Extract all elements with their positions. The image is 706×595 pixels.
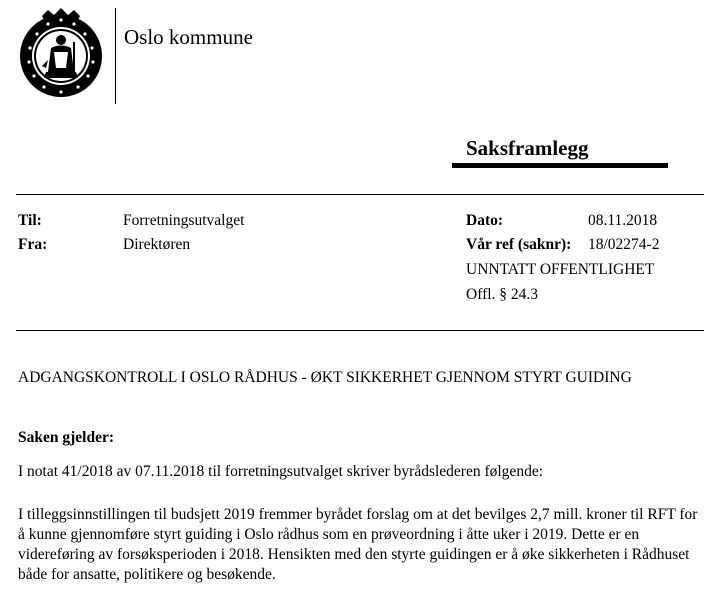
restriction-notice: UNNTATT OFFENTLIGHET — [466, 261, 655, 278]
oslo-seal-logo — [18, 8, 104, 103]
dato-value: 08.11.2018 — [588, 212, 658, 229]
document-type-underline — [452, 163, 668, 168]
organization-name: Oslo kommune — [124, 25, 253, 49]
reference-value: 18/02274-2 — [588, 236, 660, 253]
dato-label: Dato: — [466, 212, 504, 229]
law-reference: Offl. § 24.3 — [466, 286, 539, 303]
body-paragraph-2: I tilleggsinnstillingen til budsjett 2019 fremmer byrådet forslag om at det bevilges 2,7 mill. kroner til RFT for å kunne gjennomføre styrt guiding i Oslo rådhus som en prøveordning i åtte uker i 2019. Dette er en videreføring av forsøksperioden i 2018. Hensikten med den styrte guidingen er å øke sikkerheten i Rådhuset både for ansatte, politikere og besøkende. — [18, 506, 698, 583]
til-value: Forretningsutvalget — [123, 212, 245, 229]
document-type-title: Saksframlegg — [466, 136, 589, 160]
fra-value: Direktøren — [123, 236, 191, 253]
reference-label: Vår ref (saknr): — [466, 236, 572, 253]
body-paragraph-1: I notat 41/2018 av 07.11.2018 til forretningsutvalget skriver byrådslederen følgende: — [18, 463, 544, 480]
case-title: ADGANGSKONTROLL I OSLO RÅDHUS - ØKT SIKKERHET GJENNOM STYRT GUIDING — [18, 369, 632, 386]
meta-top-rule — [16, 194, 704, 195]
fra-label: Fra: — [18, 236, 48, 253]
til-label: Til: — [18, 212, 42, 229]
meta-bottom-rule — [16, 330, 704, 331]
section-heading: Saken gjelder: — [18, 429, 115, 446]
header-divider — [115, 8, 116, 104]
